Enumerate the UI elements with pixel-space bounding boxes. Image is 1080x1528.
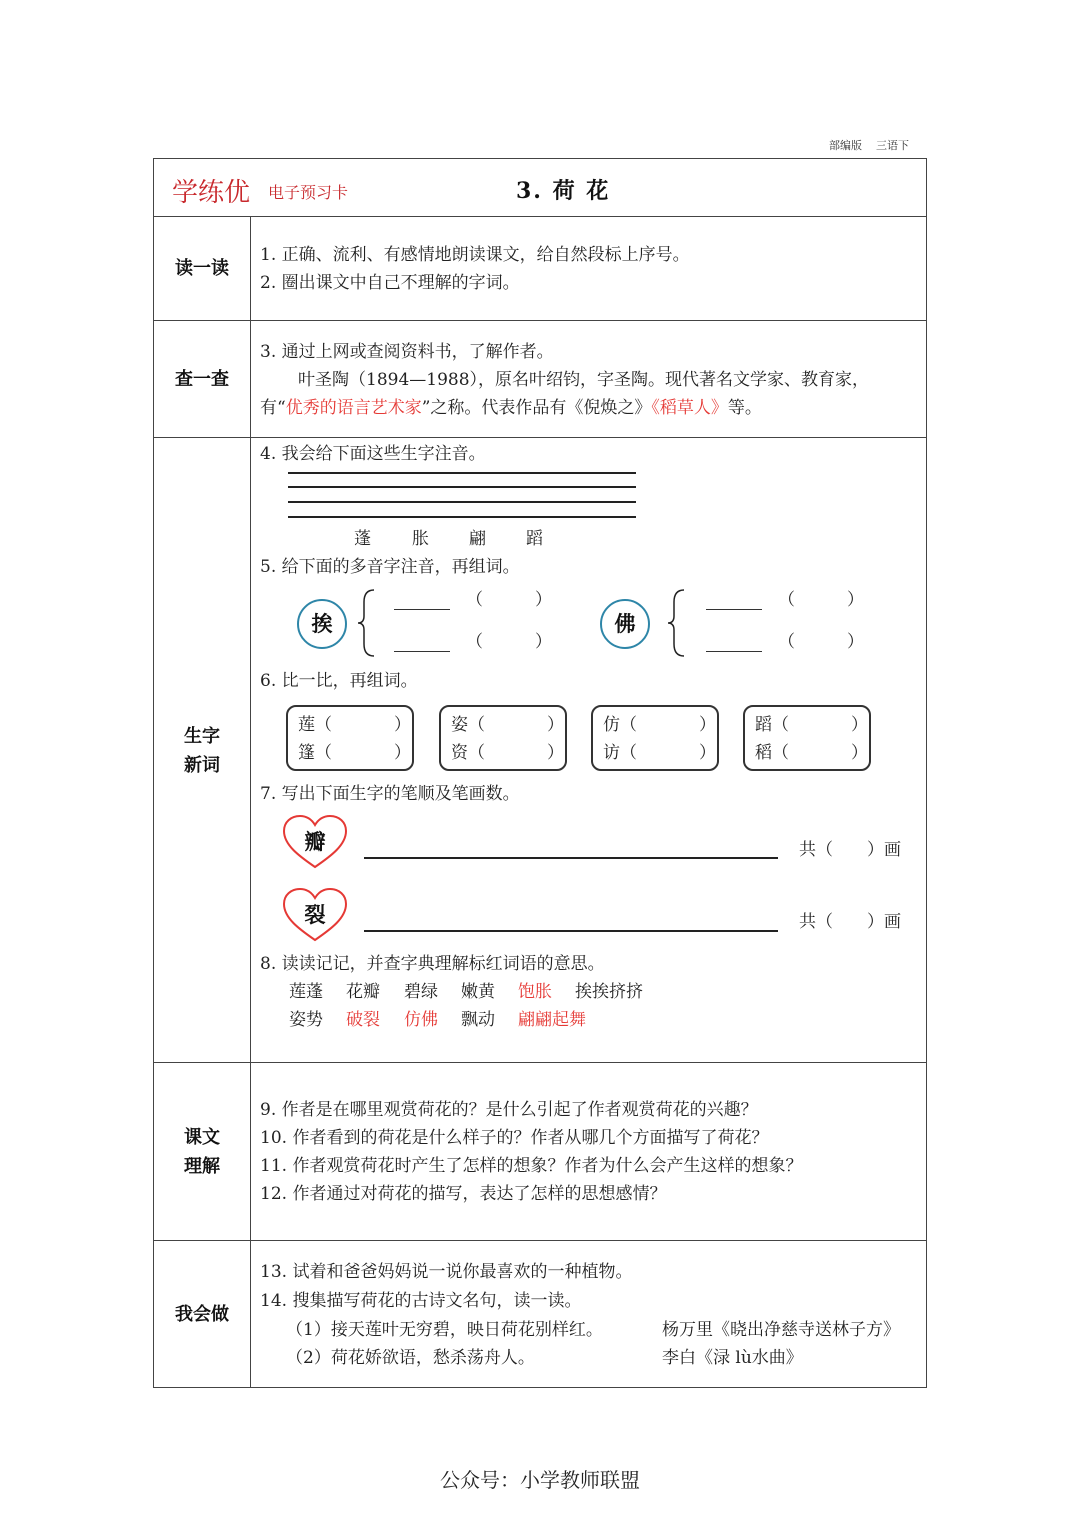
- q5-text: 5. 给下面的多音字注音，再组词。: [260, 557, 520, 577]
- highlight-word: 仿佛: [404, 1010, 438, 1030]
- q4-char-3: 翩: [469, 529, 486, 549]
- compare-box: 姿（ 资（ ） ）: [439, 705, 567, 771]
- pinyin-paren-open: （: [466, 590, 483, 610]
- highlight-word: 破裂: [346, 1010, 380, 1030]
- stroke-char-1: 瓣: [304, 829, 326, 854]
- brand-logo-text: 学练优: [172, 178, 251, 208]
- q6-text: 6. 比一比，再组词。: [260, 671, 418, 691]
- section-label-lookup: 查一查: [175, 369, 229, 390]
- pinyin-paren-close: ）: [847, 590, 864, 610]
- polyphone-char-2: 佛: [600, 599, 650, 649]
- highlight-phrase: 优秀的语言艺术家: [285, 398, 422, 418]
- poem-source-2: 李白《渌 lù水曲》: [662, 1348, 803, 1368]
- word: 花瓣: [346, 982, 380, 1002]
- word: 莲蓬: [289, 982, 323, 1002]
- poem-line-1: （1）接天莲叶无穷碧，映日荷花别样红。: [286, 1320, 603, 1340]
- edition-label: 部编版 三语下: [829, 139, 909, 152]
- highlight-word: 翩翩起舞: [518, 1010, 586, 1030]
- read-item-1: 1. 正确、流利、有感情地朗读课文，给自然段标上序号。: [260, 245, 690, 265]
- pinyin-paren-open: （: [778, 590, 795, 610]
- section-label-vocab: 生字 新词: [184, 726, 220, 776]
- compare-box: 莲（ 篷（ ） ）: [286, 705, 414, 771]
- pinyin-paren-close: ）: [847, 632, 864, 652]
- section-label-understand: 课文 理解: [184, 1127, 220, 1177]
- stroke-count-2: 共（ ）画: [799, 912, 901, 932]
- lesson-title: 3. 荷 花: [516, 178, 611, 204]
- highlight-work: 《稻草人》: [651, 398, 728, 418]
- word: 飘动: [461, 1010, 495, 1030]
- compare-box: 仿（ 访（ ） ）: [591, 705, 719, 771]
- question-13: 13. 试着和爸爸妈妈说一说你最喜欢的一种植物。: [260, 1262, 633, 1282]
- answer-blank[interactable]: [706, 651, 762, 652]
- answer-blank[interactable]: [706, 609, 762, 610]
- question-14: 14. 搜集描写荷花的古诗文名句，读一读。: [260, 1291, 582, 1311]
- stroke-order-line[interactable]: [364, 857, 778, 859]
- pinyin-paren-open: （: [466, 632, 483, 652]
- question-10: 10. 作者看到的荷花是什么样子的？作者从哪几个方面描写了荷花？: [260, 1128, 769, 1148]
- highlight-word: 饱胀: [518, 982, 552, 1002]
- q4-char-4: 蹈: [526, 529, 543, 549]
- left-brace-icon: [356, 588, 378, 658]
- section-label-read: 读一读: [175, 258, 229, 279]
- q4-text: 4. 我会给下面这些生字注音。: [260, 444, 486, 464]
- author-bio-line2: 有“优秀的语言艺术家”之称。代表作品有《倪焕之》《稻草人》等。: [260, 398, 762, 418]
- answer-blank[interactable]: [394, 651, 450, 652]
- stroke-count-1: 共（ ）画: [799, 840, 901, 860]
- word: 嫩黄: [461, 982, 495, 1002]
- q7-text: 7. 写出下面生字的笔顺及笔画数。: [260, 784, 520, 804]
- polyphone-char-1: 挨: [297, 599, 347, 649]
- word: 姿势: [289, 1010, 323, 1030]
- pinyin-paren-close: ）: [535, 632, 552, 652]
- q8-text: 8. 读读记记，并查字典理解标红词语的意思。: [260, 954, 605, 974]
- question-12: 12. 作者通过对荷花的描写，表达了怎样的思想感情？: [260, 1184, 667, 1204]
- pinyin-paren-open: （: [778, 632, 795, 652]
- question-9: 9. 作者是在哪里观赏荷花的？是什么引起了作者观赏荷花的兴趣？: [260, 1100, 758, 1120]
- q4-char-2: 胀: [412, 529, 429, 549]
- card-subtitle: 电子预习卡: [268, 183, 349, 202]
- word: 碧绿: [404, 982, 438, 1002]
- pinyin-paren-close: ）: [535, 590, 552, 610]
- compare-box: 蹈（ 稻（ ） ）: [743, 705, 871, 771]
- stroke-order-line[interactable]: [364, 930, 778, 932]
- author-bio-line1: 叶圣陶（1894—1988），原名叶绍钧，字圣陶。现代著名文学家、教育家，: [298, 370, 870, 390]
- word: 挨挨挤挤: [575, 982, 643, 1002]
- footer-wechat-account: 公众号：小学教师联盟: [440, 1468, 640, 1492]
- poem-source-1: 杨万里《晓出净慈寺送林子方》: [662, 1320, 900, 1340]
- left-brace-icon: [666, 588, 688, 658]
- answer-blank[interactable]: [394, 609, 450, 610]
- q3-text: 3. 通过上网或查阅资料书，了解作者。: [260, 342, 554, 362]
- section-label-practice: 我会做: [175, 1304, 229, 1325]
- q4-char-1: 蓬: [354, 529, 371, 549]
- poem-line-2: （2）荷花娇欲语，愁杀荡舟人。: [286, 1348, 535, 1368]
- read-item-2: 2. 圈出课文中自己不理解的字词。: [260, 273, 520, 293]
- question-11: 11. 作者观赏荷花时产生了怎样的想象？作者为什么会产生这样的想象？: [260, 1156, 803, 1176]
- stroke-char-2: 裂: [304, 902, 326, 927]
